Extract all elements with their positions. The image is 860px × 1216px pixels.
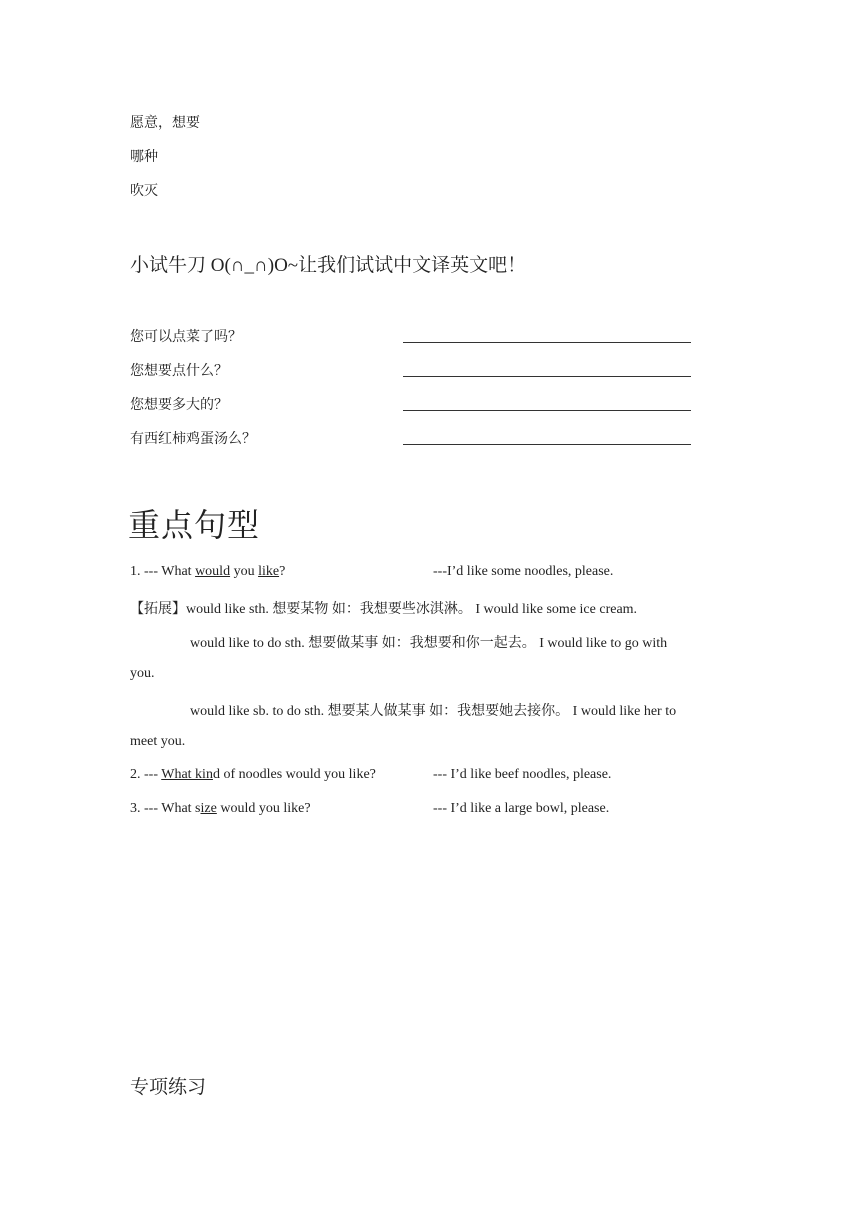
sentence-2-answer: --- I’d like beef noodles, please.	[433, 767, 612, 782]
vocab-item-1: 愿意，想要	[130, 116, 200, 131]
key-sentences-heading: 重点句型	[128, 506, 261, 544]
sentence-2-question: 2. --- What kind of noodles would you like?	[130, 767, 376, 782]
practice-intro-heading: 小试牛刀 O(∩_∩)O~让我们试试中文译英文吧！	[130, 255, 527, 276]
answer-blank-1[interactable]	[403, 342, 691, 343]
question-2: 您想要点什么？	[130, 364, 228, 379]
sentence-3-question: 3. --- What size would you like?	[130, 801, 311, 816]
extension-line-2-cont: you.	[130, 666, 155, 681]
extension-line-3: would like sb. to do sth. 想要某人做某事 如：我想要她去接你。 I would like her to	[190, 704, 677, 719]
vocab-item-3: 吹灭	[130, 184, 158, 199]
sentence-3-answer: --- I’d like a large bowl, please.	[433, 801, 610, 816]
answer-blank-4[interactable]	[403, 444, 691, 445]
extension-line-2: would like to do sth. 想要做某事 如：我想要和你一起去。 I would like to go with	[190, 636, 668, 651]
vocab-item-2: 哪种	[130, 150, 158, 165]
answer-blank-3[interactable]	[403, 410, 691, 411]
question-1: 您可以点菜了吗？	[130, 330, 242, 345]
sentence-1-question: 1. --- What would you like?	[130, 564, 286, 579]
extension-line-1: 【拓展】would like sth. 想要某物 如：我想要些冰淇淋。 I would like some ice cream.	[130, 602, 638, 617]
sentence-1-answer: ---I’d like some noodles, please.	[433, 564, 614, 579]
extension-line-3-cont: meet you.	[130, 734, 186, 749]
answer-blank-2[interactable]	[403, 376, 691, 377]
special-practice-heading: 专项练习	[130, 1077, 207, 1098]
question-3: 您想要多大的？	[130, 398, 228, 413]
question-4: 有西红柿鸡蛋汤么？	[130, 432, 256, 447]
